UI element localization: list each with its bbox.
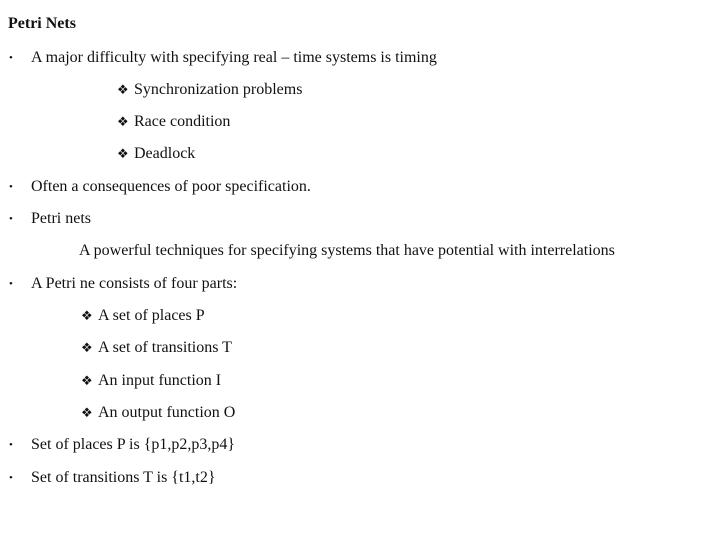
sub-item-race	[117, 112, 230, 132]
sub-item-deadlock	[117, 144, 195, 164]
bullet-icon: •	[9, 52, 13, 64]
diamond-bullet-icon: ❖	[117, 146, 129, 161]
sub-item-transitions	[81, 338, 232, 358]
diamond-bullet-icon: ❖	[117, 114, 129, 129]
sub-item-label: Deadlock	[134, 145, 196, 162]
sub-item-label: A set of transitions T	[98, 339, 232, 356]
sub-item-label: Race condition	[134, 113, 231, 130]
bullet-item-consequences: Often a consequences of poor specification.	[31, 178, 311, 195]
bullet-icon: •	[9, 213, 13, 225]
diamond-bullet-icon: ❖	[117, 82, 129, 97]
bullet-item-four-parts: A Petri ne consists of four parts:	[31, 275, 238, 292]
bullet-item-petri-nets: Petri nets	[31, 210, 91, 227]
bullet-icon: •	[9, 472, 13, 484]
bullet-item-set-of-places: Set of places P is {p1,p2,p3,p4}	[31, 436, 236, 453]
sub-item-synchronization	[117, 80, 302, 100]
bullet-item-timing: A major difficulty with specifying real – time systems is timing	[31, 49, 437, 66]
sub-item-label: An input function I	[98, 372, 222, 389]
description-text: A powerful techniques for specifying systems that have potential with interrelations	[79, 242, 615, 259]
diamond-bullet-icon: ❖	[81, 340, 93, 355]
sub-item-label: Synchronization problems	[134, 81, 303, 98]
diamond-bullet-icon: ❖	[81, 405, 93, 420]
bullet-item-set-of-transitions: Set of transitions T is {t1,t2}	[31, 469, 216, 486]
bullet-icon: •	[9, 439, 13, 451]
diamond-bullet-icon: ❖	[81, 308, 93, 323]
bullet-icon: •	[9, 181, 13, 193]
sub-item-label: An output function O	[98, 404, 236, 421]
diamond-bullet-icon: ❖	[81, 373, 93, 388]
page-title: Petri Nets	[8, 15, 76, 32]
sub-item-output-function	[81, 403, 235, 423]
sub-item-input-function	[81, 371, 221, 391]
sub-item-places	[81, 306, 205, 326]
sub-item-label: A set of places P	[98, 307, 205, 324]
bullet-icon: •	[9, 278, 13, 290]
